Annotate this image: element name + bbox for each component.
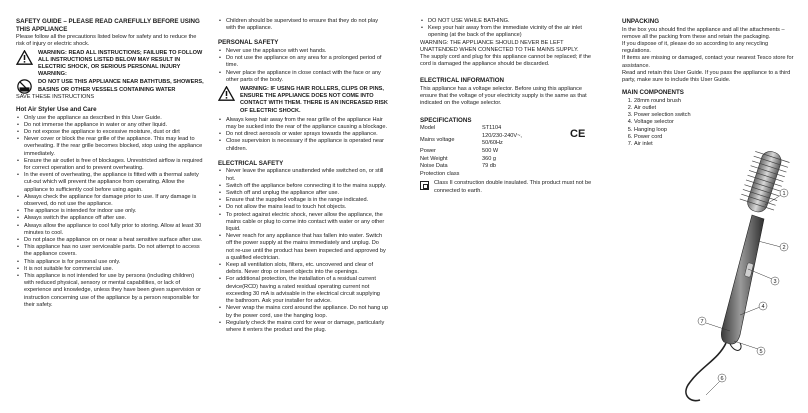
spec-value: 120/230-240V~, 50/60Hz [482, 132, 522, 147]
power-cord [686, 343, 726, 401]
unpacking-para: If items are missing or damaged, contact your nearest Tesco store for assistance. [622, 55, 794, 69]
list-item: 4. Voltage selector [634, 119, 794, 126]
list-item: • Never use the appliance with wet hands. [218, 48, 388, 55]
personal-safety-list-2 [218, 117, 388, 153]
list-item: 6. Power cord [634, 134, 794, 141]
list-item: • Switch off the appliance before connecting it to the mains supply. [218, 183, 388, 190]
personal-safety-list [218, 48, 388, 84]
spec-label: Protection class [420, 170, 460, 177]
use-care-heading: Hot Air Styler Use and Care [16, 106, 97, 114]
list-item: • This appliance is not intended for use by persons (including children) with reduced physical, sensory or mental capabilities, or lack of experience and knowledge, unless they have been given supervision or instruction concerning use of the appliance by a person responsible for their safety. [16, 273, 205, 309]
use-care-list [16, 115, 205, 309]
double-insulation-icon [420, 181, 429, 190]
round-brush-head [738, 147, 790, 217]
callout-4: 4 [761, 304, 765, 310]
list-item: • Never leave the appliance unattended while switched on, or still hot. [218, 168, 388, 182]
callout-1: 1 [782, 191, 786, 197]
warning-read-text: WARNING: READ ALL INSTRUCTIONS; FAILURE TO FOLLOW ALL INSTRUCTIONS LISTED BELOW MAY RESULT IN ELECTRIC SHOCK, OR SERIOUS PERSONAL INJURY WARNING: [38, 49, 203, 78]
list-item: • Regularly check the mains cord for wear or damage, particularly where it enters the product and the plug. [218, 320, 388, 334]
list-item: 5. Hanging loop [634, 127, 794, 134]
class-ii-text: Class II construction double insulated. This product must not be connected to earth. [434, 180, 592, 194]
warning-triangle-icon [218, 86, 235, 101]
safety-guide-heading: SAFETY GUIDE – PLEASE READ CAREFULLY BEFORE USING THIS APPLIANCE [16, 18, 200, 33]
list-item: • Do not direct aerosols or water sprays towards the appliance. [218, 131, 388, 138]
list-item: • Do not expose the appliance to excessive moisture, dust or dirt [16, 129, 205, 136]
list-item: • Always keep hair away from the rear grille of the appliance Hair may be sucked into the rear of the appliance causing a blockage. [218, 117, 388, 131]
cord-note: The supply cord and plug for this appliance cannot be replaced; if the cord is damaged the appliance should be discarded. [420, 54, 592, 68]
warning-no-water [16, 79, 205, 93]
list-item: 3. Power selection switch [634, 112, 794, 119]
table-row [420, 148, 530, 156]
list-item: • Always check the appliance for damage prior to use. If any damage is observed, do not use the appliance. [16, 194, 205, 208]
list-item: • Ensure the air outlet is free of blockages. Unrestricted airflow is required for correct operation and to prevent overheating. [16, 158, 205, 172]
warning-triangle-icon [16, 50, 33, 65]
styler-body [721, 215, 764, 344]
table-row [420, 163, 530, 171]
column-unpacking [622, 18, 794, 148]
spec-value: 360 g [482, 155, 496, 162]
list-item: • For additional protection, the installation of a residual current device(RCD) having a rated residual operating current not exceeding 30 mA is advisable in the electrical circuit supplying the bathroom. Ask your installer for advice. [218, 276, 388, 305]
warning-no-water-text: DO NOT USE THIS APPLIANCE NEAR BATHTUBS, SHOWERS, BASINS OR OTHER VESSELS CONTAINING WATER [38, 79, 204, 93]
list-item: 2. Air outlet [634, 105, 794, 112]
list-item: • DO NOT USE WHILE BATHING. [420, 18, 593, 25]
specifications-block [420, 125, 593, 178]
spec-label: Net Weight [420, 155, 448, 162]
list-item: • Do not use the appliance on any area for a prolonged period of time. [218, 55, 388, 69]
list-item: • Switch off and unplug the appliance after use. [218, 190, 388, 197]
callout-6: 6 [720, 376, 724, 382]
callout-2: 2 [782, 245, 786, 251]
list-item: • Do not allow the mains lead to touch hot objects. [218, 204, 388, 211]
list-item: • Keep all ventilation slots, filters, etc. uncovered and clear of debris. Never drop or insert objects into the openings. [218, 262, 388, 276]
specifications-heading: SPECIFICATIONS [420, 116, 472, 124]
list-item: • Always allow the appliance to cool fully prior to storing. Allow at least 30 minutes to cool. [16, 223, 205, 237]
callout-3: 3 [773, 279, 777, 285]
list-item: • Never wrap the mains cord around the appliance. Do not hang up by the power cord, use the hanging loop. [218, 305, 388, 319]
list-item: • Only use the appliance as described in this User Guide. [16, 115, 205, 122]
list-item: • In the event of overheating, the appliance is fitted with a thermal safety cut-out which will prevent the appliance from operating. Allow the appliance to sufficiently cool before using again. [16, 172, 205, 194]
list-item: • Children should be supervised to ensure that they do not play with the appliance. [218, 18, 388, 32]
unpacking-heading: UNPACKING [622, 18, 660, 25]
list-item: • Keep your hair away from the immediate vicinity of the air inlet opening (at the back of the appliance) [420, 25, 593, 39]
unpacking-para: In the box you should find the appliance and all the attachments – remove all the packing from these and retain the packaging. [622, 26, 785, 40]
electrical-info-heading: ELECTRICAL INFORMATION [420, 77, 504, 85]
list-item: • Close supervision is necessary if the appliance is operated near children. [218, 138, 388, 152]
save-instructions: SAVE THESE INSTRUCTIONS [16, 93, 95, 100]
components-list [622, 98, 794, 148]
callout-5: 5 [759, 349, 763, 355]
list-item: • Ensure that the supplied voltage is in the range indicated. [218, 197, 388, 204]
bathing-list [420, 18, 593, 40]
spec-label: Power [420, 148, 436, 154]
spec-label: Mains voltage [420, 136, 455, 143]
warning-hair-rollers [218, 86, 388, 115]
column-electrical-info [420, 18, 593, 195]
electrical-safety-list [218, 168, 388, 334]
list-item: • It is not suitable for commercial use. [16, 266, 205, 273]
table-row [420, 133, 530, 148]
list-item: • Always switch the appliance off after use. [16, 215, 205, 222]
spec-value: 500 W [482, 148, 499, 154]
list-item: • This appliance is for personal use only. [16, 259, 205, 266]
callout-7: 7 [700, 319, 704, 325]
hot-air-styler-illustration [660, 145, 790, 410]
list-item: 7. Air inlet [634, 141, 794, 148]
list-item: • Never reach for any appliance that has fallen into water. Switch off the power supply at the mains immediately and unplug. Do not re-use until the product has been inspected and approved by a qualified electrician. [218, 233, 388, 262]
no-bath-icon [16, 79, 33, 94]
spec-label: Model [420, 125, 436, 132]
personal-safety-heading: PERSONAL SAFETY [218, 39, 279, 47]
list-item: • Do not place the appliance on or near a heat sensitive surface after use. [16, 237, 205, 244]
safety-intro: Please follow all the precautions listed below for safety and to reduce the risk of injury or electric shock. [16, 34, 197, 48]
electrical-info-text: This appliance has a voltage selector. Before using this appliance ensure that the voltage of your electricity supply is the same as that indicated on the voltage selector. [420, 86, 587, 107]
table-row [420, 156, 530, 164]
class-ii-note [420, 180, 593, 194]
children-list [218, 18, 388, 32]
list-item: • Do not immerse the appliance in water or any other liquid. [16, 122, 205, 129]
list-item: • To protect against electric shock, never allow the appliance, the mains cable or plug to come into contact with water or any other liquid. [218, 212, 388, 234]
list-item: 1. 28mm round brush [634, 98, 794, 105]
list-item: • Never place the appliance in close contact with the face or any other parts of the body. [218, 70, 388, 84]
unpacking-para: Read and retain this User Guide. If you pass the appliance to a third party, make sure to include this User Guide. [622, 69, 791, 84]
table-row [420, 125, 530, 133]
column-personal-electrical-safety [218, 18, 388, 334]
spec-value: 79 db [482, 163, 496, 170]
list-item: • This appliance has no user serviceable parts. Do not attempt to access the appliance covers. [16, 244, 205, 258]
unpacking-para: If you dispose of it, please do so according to any recycling regulations. [622, 41, 769, 55]
warning-hair-text: WARNING: IF USING HAIR ROLLERS, CLIPS OR PINS, ENSURE THE APPLIANCE DOES NOT COME INTO CONTACT WITH THEM. THERE IS AN INCREASED RISK OF ELECTRIC SHOCK. [240, 86, 388, 114]
column-safety-guide [16, 18, 205, 309]
table-row [420, 171, 530, 179]
electrical-safety-heading: ELECTRICAL SAFETY [218, 159, 284, 167]
list-item: • Never cover or block the rear grille of the appliance. This may lead to overheating. If the rear grille becomes blocked, stop using the appliance immediately. [16, 136, 205, 158]
specifications-table [420, 125, 530, 178]
spec-value: ST1104 [482, 125, 502, 132]
ce-mark-icon: CE [570, 128, 586, 141]
list-item: • The appliance is intended for indoor use only. [16, 208, 205, 215]
warning-unattended: WARNING: THE APPLIANCE SHOULD NEVER BE LEFT UNATTENDED WHEN CONNECTED TO THE MAINS SUPPLY. [420, 39, 579, 53]
spec-value [482, 171, 530, 179]
spec-label: Noise Data [420, 163, 448, 170]
main-components-heading: MAIN COMPONENTS [622, 89, 684, 97]
warning-read-instructions [16, 50, 205, 79]
